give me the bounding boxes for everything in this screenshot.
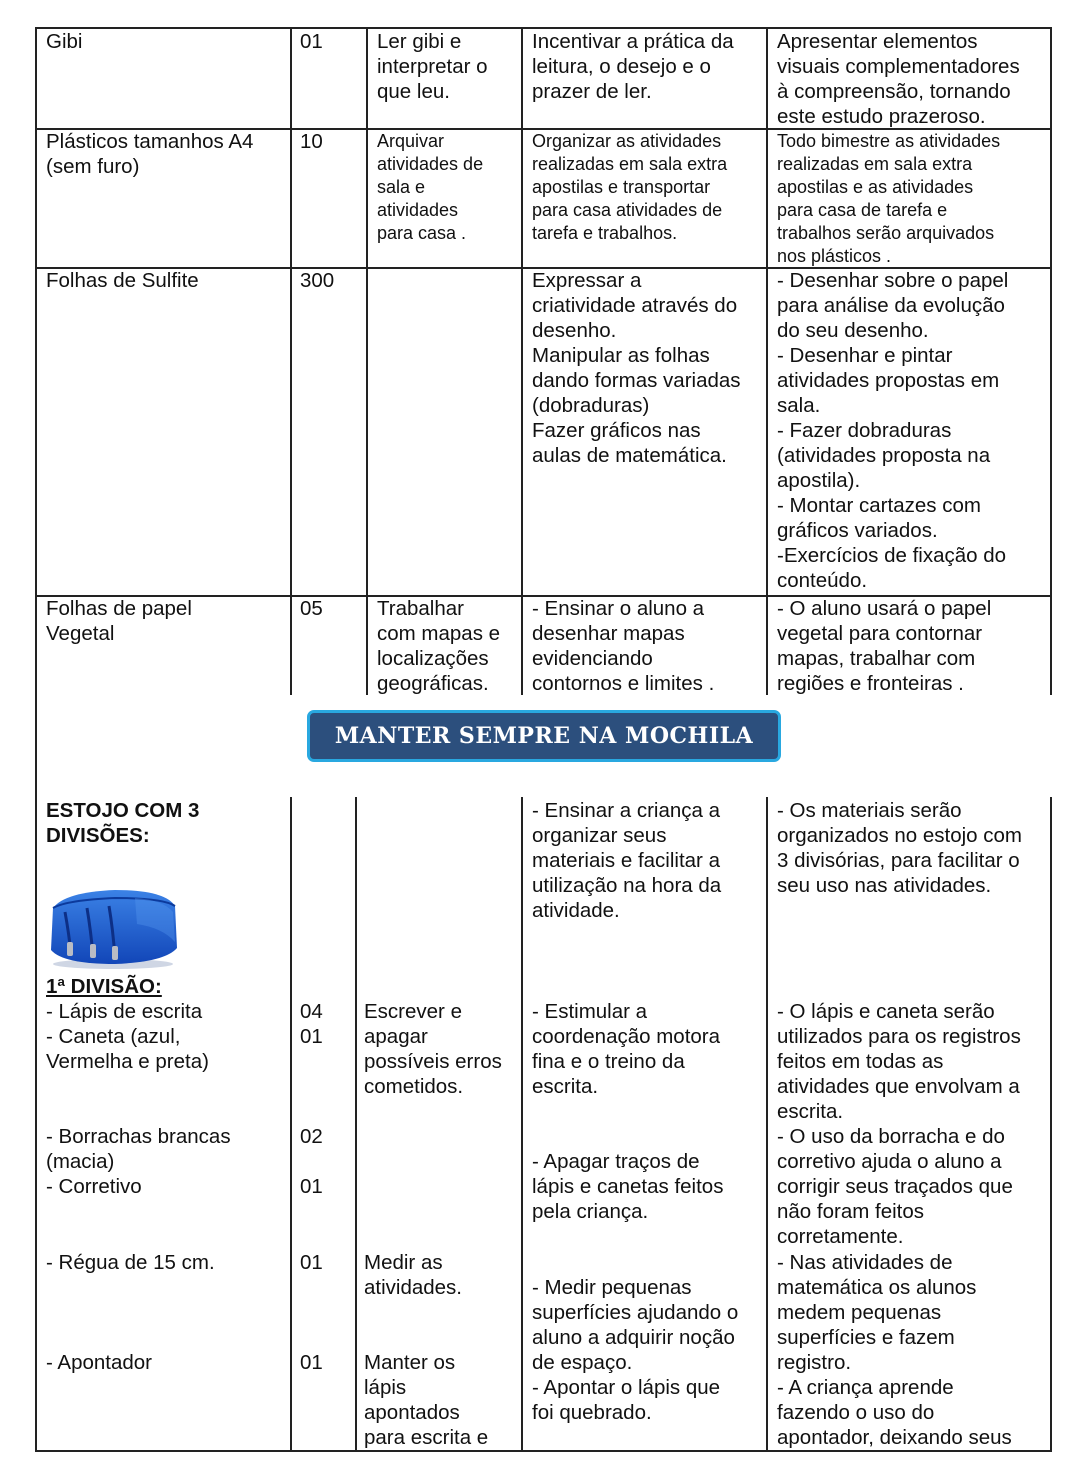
use-cell: Manter os lápis apontados para escrita e [364,1351,489,1449]
column-divider [766,27,768,695]
material-cell: Plásticos tamanhos A4 (sem furo) [46,130,254,178]
objective-cell: Expressar a criatividade através do desenho. Manipular as folhas dando formas variadas (dobraduras) Fazer gráficos nas aulas de matemática. [532,269,741,467]
objective-cell: - Medir pequenas superfícies ajudando o aluno a adquirir noção de espaço. [532,1276,739,1374]
column-divider [1050,797,1052,1451]
description-cell: - O aluno usará o papel vegetal para contornar mapas, trabalhar com regiões e fronteiras . [777,597,992,695]
material-cell: Folhas de Sulfite [46,269,199,292]
material-cell: - Apontador [46,1351,152,1374]
column-divider [35,797,37,1451]
division-title: 1ª DIVISÃO: [46,975,162,998]
column-divider [35,27,37,695]
column-divider [766,797,768,1451]
case-description-cell: - Os materiais serão organizados no estojo com 3 divisórias, para facilitar o seu uso nas atividades. [777,799,1023,897]
objective-cell: - Apagar traços de lápis e canetas feitos pela criança. [532,1150,724,1223]
material-cell: - Lápis de escrita - Caneta (azul, Vermelha e preta) [46,1000,209,1073]
description-cell: - O uso da borracha e do corretivo ajuda o aluno a corrigir seus traçados que não foram feitos corretamente. [777,1125,1013,1248]
objective-cell: Incentivar a prática da leitura, o desejo e o prazer de ler. [532,30,734,103]
quantity-cell: 02 01 [300,1125,323,1198]
description-cell: - Nas atividades de matemática os alunos medem pequenas superfícies e fazem registro. [777,1251,977,1374]
section-banner [307,710,781,762]
quantity-cell: 01 [300,30,323,53]
use-cell: Arquivar atividades de sala e atividades para casa . [377,131,484,243]
column-divider [366,27,368,695]
quantity-cell: 10 [300,130,323,153]
column-divider [521,27,523,695]
objective-cell: Organizar as atividades realizadas em sala extra apostilas e transportar para casa atividades de tarefa e trabalhos. [532,131,728,243]
objective-cell: - Ensinar o aluno a desenhar mapas evidenciando contornos e limites . [532,597,715,695]
material-cell: - Borrachas brancas (macia) - Corretivo [46,1125,231,1198]
use-cell: Trabalhar com mapas e localizações geográficas. [377,597,501,695]
case-title: ESTOJO COM 3 DIVISÕES: [46,799,200,847]
use-cell: Medir as atividades. [364,1251,463,1299]
description-cell: Apresentar elementos visuais complementadores à compreensão, tornando este estudo prazeroso. [777,30,1020,128]
quantity-cell: 01 [300,1251,323,1274]
quantity-cell: 300 [300,269,335,292]
use-cell: Escrever e apagar possíveis erros cometidos. [364,1000,502,1098]
column-divider [355,797,357,1451]
table-bottom-border [35,1450,1052,1452]
objective-cell: - Apontar o lápis que foi quebrado. [532,1376,721,1424]
description-cell: Todo bimestre as atividades realizadas em sala extra apostilas e as atividades para casa de tarefa e trabalhos serão arquivados nos plásticos . [777,131,1001,266]
quantity-cell: 01 [300,1351,323,1374]
quantity-cell: 05 [300,597,323,620]
material-cell: Folhas de papel Vegetal [46,597,192,645]
pencil-case-image [45,878,180,970]
column-divider [290,27,292,695]
column-divider [290,797,292,1451]
column-divider [521,797,523,1451]
objective-cell: - Estimular a coordenação motora fina e o treino da escrita. [532,1000,721,1098]
material-cell: Gibi [46,30,83,53]
description-cell: - Desenhar sobre o papel para análise da evolução do seu desenho. - Desenhar e pintar atividades propostas em sala. - Fazer dobraduras (atividades proposta na apostila). - Montar cartazes com gráficos variados. -Exercícios de fixação do conteúdo. [777,269,1009,592]
use-cell: Ler gibi e interpretar o que leu. [377,30,488,103]
quantity-cell: 04 01 [300,1000,323,1048]
case-objective-cell: - Ensinar a criança a organizar seus materiais e facilitar a utilização na hora da atividade. [532,799,722,922]
column-divider [1050,27,1052,695]
description-cell: - A criança aprende fazendo o uso do apontador, deixando seus [777,1376,1012,1449]
material-cell: - Régua de 15 cm. [46,1251,215,1274]
description-cell: - O lápis e caneta serão utilizados para os registros feitos em todas as atividades que envolvam a escrita. [777,1000,1021,1123]
section-banner-label: MANTER SEMPRE NA MOCHILA [334,723,754,749]
banner-left-border [35,695,37,797]
